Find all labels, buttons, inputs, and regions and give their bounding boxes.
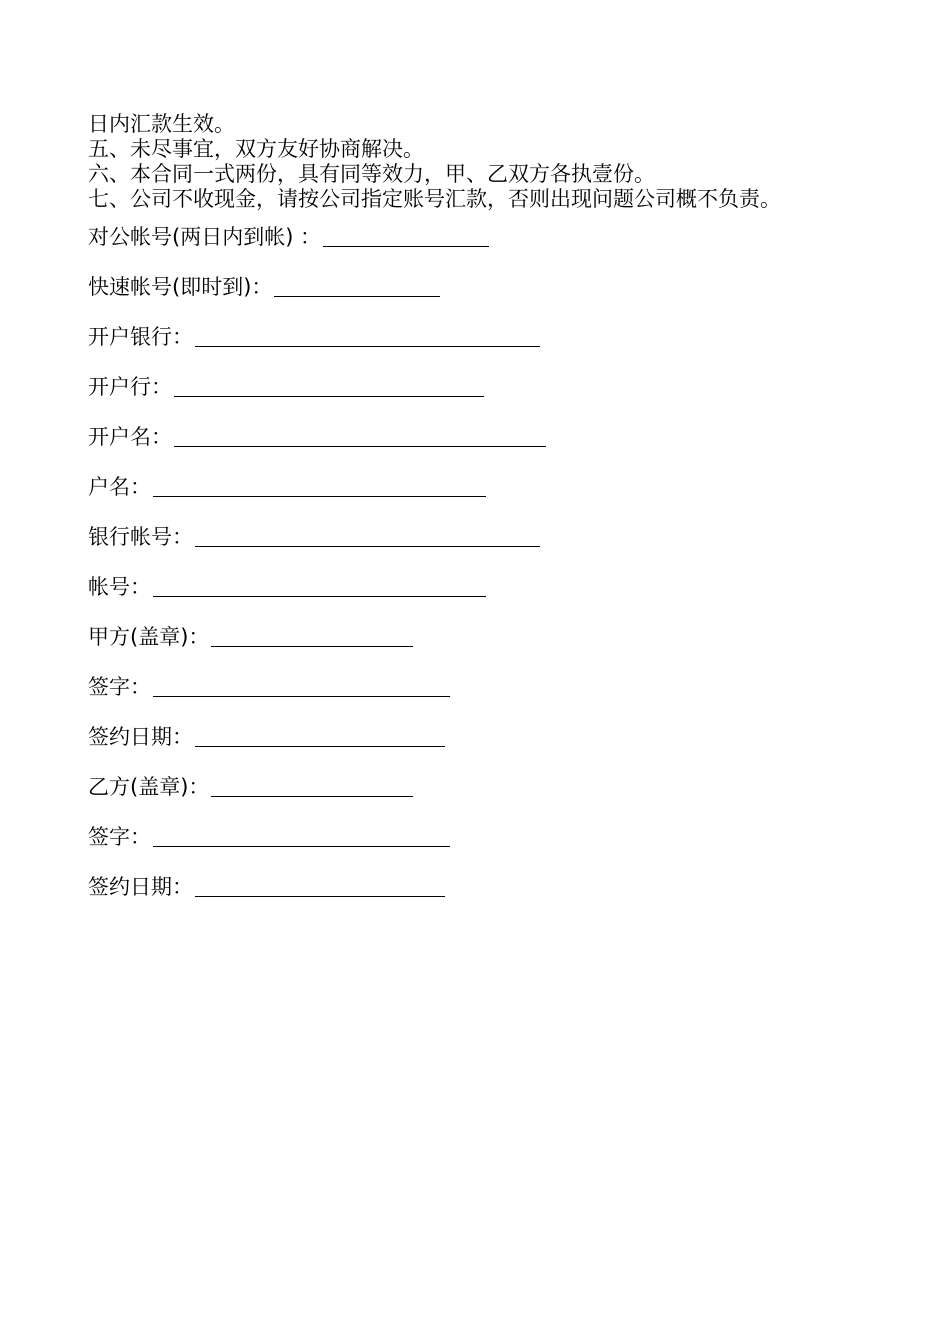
bank-account-number-label: 银行帐号： [88, 525, 193, 549]
party-b-seal-blank [211, 772, 413, 797]
clause-5: 五、未尽事宜，双方友好协商解决。 [88, 137, 424, 161]
bank-branch-blank [174, 372, 484, 397]
opening-bank-field [88, 322, 908, 372]
clause-line-continuation: 日内汇款生效。 [88, 112, 235, 136]
account-name-label: 户名： [88, 475, 151, 499]
signature-fields [88, 222, 908, 922]
party-b-date-blank [195, 872, 445, 897]
clause-7: 七、公司不收现金，请按公司指定账号汇款，否则出现问题公司概不负责。 [88, 187, 781, 211]
party-a-date-label: 签约日期： [88, 725, 193, 749]
corporate-account-blank [323, 222, 489, 247]
bank-branch-label: 开户行： [88, 375, 172, 399]
party-b-date-field [88, 872, 908, 922]
account-name-field [88, 472, 908, 522]
corporate-account-label: 对公帐号(两日内到帐) ： [88, 225, 322, 249]
account-holder-blank [174, 422, 546, 447]
party-a-signature-label: 签字： [88, 675, 151, 699]
party-a-date-blank [195, 722, 445, 747]
account-number-label: 帐号： [88, 575, 151, 599]
party-a-date-field [88, 722, 908, 772]
account-name-blank [153, 472, 486, 497]
account-number-field [88, 572, 908, 622]
opening-bank-blank [195, 322, 540, 347]
party-a-seal-field [88, 622, 908, 672]
express-account-field [88, 272, 908, 322]
party-b-seal-field [88, 772, 908, 822]
express-account-blank [274, 272, 440, 297]
party-a-seal-blank [211, 622, 413, 647]
party-b-signature-label: 签字： [88, 825, 151, 849]
party-a-signature-field [88, 672, 908, 722]
opening-bank-label: 开户银行： [88, 325, 193, 349]
corporate-account-field [88, 222, 908, 272]
party-b-signature-blank [153, 822, 450, 847]
clause-6: 六、本合同一式两份，具有同等效力，甲、乙双方各执壹份。 [88, 162, 655, 186]
contract-clauses [88, 112, 928, 212]
party-b-seal-label: 乙方(盖章)： [88, 775, 210, 799]
account-number-blank [153, 572, 486, 597]
bank-account-number-field [88, 522, 908, 572]
account-holder-field [88, 422, 908, 472]
express-account-label: 快速帐号(即时到)： [88, 275, 273, 299]
party-b-signature-field [88, 822, 908, 872]
bank-account-number-blank [195, 522, 540, 547]
party-b-date-label: 签约日期： [88, 875, 193, 899]
account-holder-label: 开户名： [88, 425, 172, 449]
bank-branch-field [88, 372, 908, 422]
party-a-seal-label: 甲方(盖章)： [88, 625, 210, 649]
party-a-signature-blank [153, 672, 450, 697]
